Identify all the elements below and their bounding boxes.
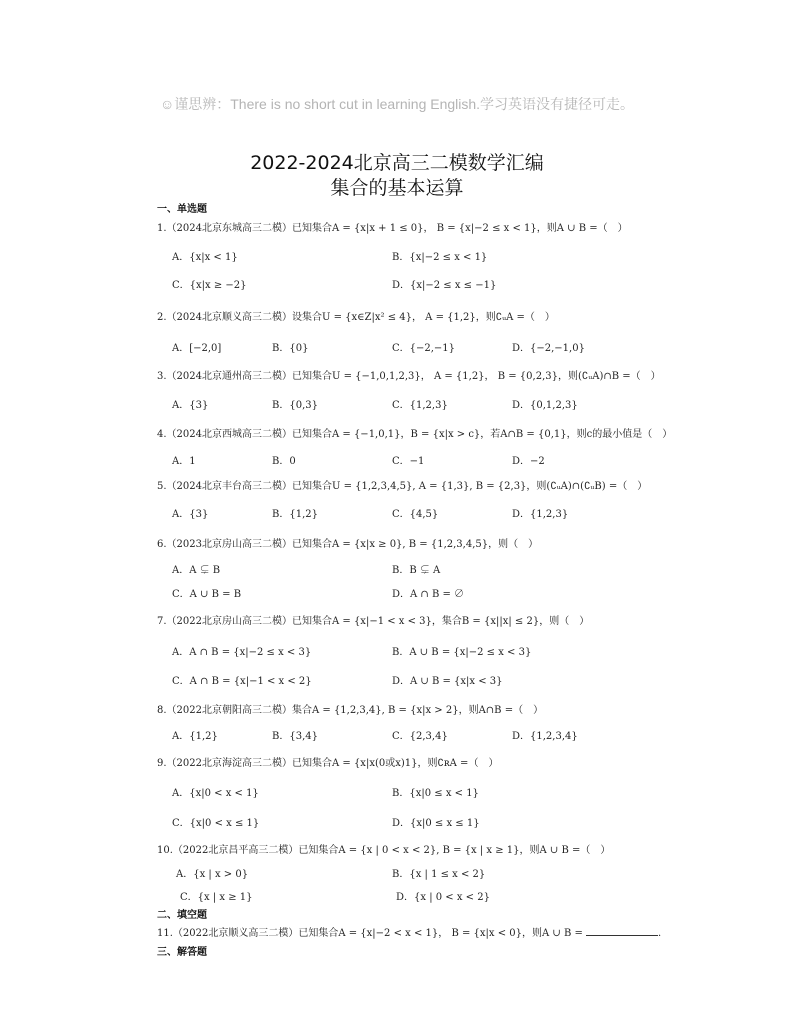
q1-option-c: C．{x|x ≥ −2} [172, 280, 247, 291]
q10-option-d: D．{x | 0 < x < 2} [396, 892, 490, 903]
q6-option-c: C．A ∪ B = B [172, 589, 242, 600]
q7-option-c: C．A ∩ B = {x|−1 < x < 2} [172, 676, 312, 687]
q2-option-b: B．{0} [272, 343, 309, 354]
question-5: 5.（2024北京丰台高三二模）已知集合U = {1,2,3,4,5}, A = {1,3}, B = {2,3}，则(∁ᵤA)∩(∁ᵤB) =（ ） [157, 481, 648, 492]
q5-option-a: A．{3} [172, 509, 209, 520]
q6-option-d: D．A ∩ B = ∅ [392, 589, 465, 600]
q5-option-c: C．{4,5} [392, 509, 439, 520]
question-9: 9.（2022北京海淀高三二模）已知集合A = {x|x(0或x)1}，则∁ʀA =（ ） [157, 758, 499, 769]
q1-option-a: A．{x|x < 1} [172, 252, 238, 263]
q2-option-d: D．{−2,−1,0} [512, 343, 585, 354]
q7-option-d: D．A ∪ B = {x|x < 3} [392, 676, 503, 687]
question-10: 10.（2022北京昌平高三二模）已知集合A = {x | 0 < x < 2}, B = {x | x ≥ 1}，则A ∪ B =（ ） [157, 845, 611, 856]
q3-option-c: C．{1,2,3} [392, 400, 448, 411]
watermark: ☺谨思辨：There is no short cut in learning English.学习英语没有捷径可走。 [159, 96, 635, 112]
q8-option-b: B．{3,4} [272, 731, 318, 742]
q4-option-a: A．1 [172, 456, 196, 467]
document-title: 2022-2024北京高三二模数学汇编 [250, 152, 544, 174]
q4-option-d: D．−2 [512, 456, 545, 467]
q5-option-b: B．{1,2} [272, 509, 318, 520]
question-8: 8.（2022北京朝阳高三二模）集合A = {1,2,3,4}, B = {x|x > 2}，则A∩B =（ ） [157, 705, 544, 716]
q6-option-b: B．B ⊊ A [392, 565, 441, 576]
question-7: 7.（2022北京房山高三二模）已知集合A = {x|−1 < x < 3}，集合B = {x||x| ≤ 2}，则（ ） [157, 616, 590, 627]
question-4: 4.（2024北京西城高三二模）已知集合A = {−1,0,1}，B = {x|x > c}，若A∩B = {0,1}，则c的最小值是（ ） [157, 429, 673, 440]
q1-option-b: B．{x|−2 ≤ x < 1} [392, 252, 488, 263]
q8-option-d: D．{1,2,3,4} [512, 731, 578, 742]
q6-option-a: A．A ⊊ B [172, 565, 221, 576]
q3-option-a: A．{3} [172, 400, 209, 411]
q4-option-b: B．0 [272, 456, 296, 467]
q9-option-b: B．{x|0 ≤ x < 1} [392, 788, 479, 799]
q10-option-a: A．{x | x > 0} [176, 869, 249, 880]
q3-option-d: D．{0,1,2,3} [512, 400, 578, 411]
q10-option-b: B．{x | 1 ≤ x < 2} [392, 869, 486, 880]
q1-option-d: D．{x|−2 ≤ x ≤ −1} [392, 280, 497, 291]
question-11 [157, 924, 661, 939]
question-11-stem: 11.（2022北京顺义高三二模）已知集合A = {x|−2 < x < 1}， B = {x|x < 0}，则A ∪ B = [157, 928, 587, 939]
q9-option-a: A．{x|0 < x < 1} [172, 788, 259, 799]
question-11-tail: . [658, 928, 662, 939]
q8-option-c: C．{2,3,4} [392, 731, 448, 742]
q3-option-b: B．{0,3} [272, 400, 318, 411]
q5-option-d: D．{1,2,3} [512, 509, 569, 520]
q8-option-a: A．{1,2} [172, 731, 218, 742]
question-6: 6.（2023北京房山高三二模）已知集合A = {x|x ≥ 0}, B = {1,2,3,4,5}，则（ ） [157, 539, 539, 550]
q2-option-c: C．{−2,−1} [392, 343, 456, 354]
q9-option-c: C．{x|0 < x ≤ 1} [172, 818, 260, 829]
section-heading-fill-in: 二、填空题 [157, 910, 207, 921]
answer-blank [586, 926, 658, 936]
q2-option-a: A．[−2,0] [172, 343, 222, 354]
q9-option-d: D．{x|0 ≤ x ≤ 1} [392, 818, 480, 829]
q7-option-a: A．A ∩ B = {x|−2 ≤ x < 3} [172, 647, 312, 658]
section-heading-single-choice: 一、单选题 [157, 204, 207, 215]
q4-option-c: C．−1 [392, 456, 425, 467]
question-1: 1.（2024北京东城高三二模）已知集合A = {x|x + 1 ≤ 0}， B = {x|−2 ≤ x < 1}，则A ∪ B =（ ） [157, 223, 628, 234]
question-2: 2.（2024北京顺义高三二模）设集合U = {x∈Z|x² ≤ 4}， A = {1,2}，则∁ᵤA =（ ） [157, 312, 555, 323]
section-heading-answer: 三、解答题 [157, 947, 207, 958]
q10-option-c: C．{x | x ≥ 1} [180, 892, 253, 903]
document-subtitle: 集合的基本运算 [330, 177, 464, 199]
question-3: 3.（2024北京通州高三二模）已知集合U = {−1,0,1,2,3}， A = {1,2}， B = {0,2,3}，则(∁ᵤA)∩B =（ ） [157, 371, 661, 382]
q7-option-b: B．A ∪ B = {x|−2 ≤ x < 3} [392, 647, 532, 658]
